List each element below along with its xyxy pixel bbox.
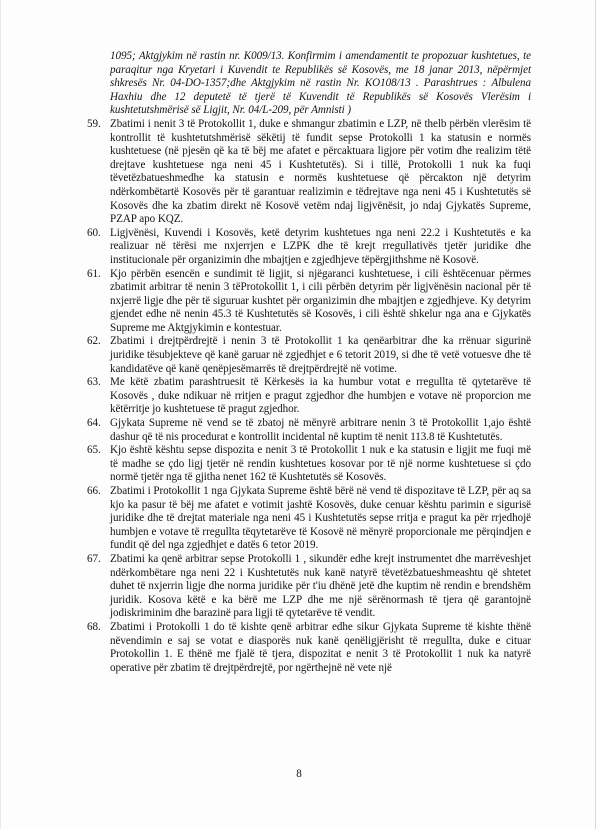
- paragraph-number: 60.: [87, 226, 101, 239]
- paragraph-text: Zbatimi i nenit 3 të Protokollit 1, duke e shmangur zbatimin e LZP, në thelb përbën vlerësim të kontrollit të kushtetutshmërisë sëkëtij të fundit sepse Protokolli 1 ka statusin e normës kushtetuese (në pjesën që ka të bëj me afatet e përcaktuara ligjore për votim dhe realizim tëtë drejtave kushtetuese nga neni 45 i Kushtetutës). Si i tillë, Protokolli 1 nuk ka fuqi tëvetëzbatueshmedhe ka statusin e normës kushtetuese që përcakton një detyrim ndërkombëtartë Kosovës për të garantuar realizimin e tëdrejtave nga neni 45 i Kushtetutës së Kosovës dhe ka zbatim direkt në Kosovë vetëm ndaj ligjvënësit, jo ndaj Gjykatës Supreme, PZAP apo KQZ.: [110, 117, 531, 226]
- paragraph-number: 63.: [87, 376, 101, 389]
- paragraph-number: 61.: [87, 267, 101, 280]
- numbered-paragraph: [87, 417, 531, 444]
- numbered-paragraph: [87, 227, 531, 268]
- numbered-paragraph: [87, 444, 531, 485]
- paragraph-text: Zbatimi ka qenë arbitrar sepse Protokolli 1 , sikundër edhe krejt instrumentet dhe marrëveshjet ndërkombëtare nga neni 22 i Kushtetutës nuk kanë natyrë tëvetëzbatueshmeashtu që shtetet duhet të nxjerrin ligje dhe norma juridike për t'iu dhënë jetë dhe kuptim në rendin e brendshëm juridik. Kosova këtë e ka bërë me LZP dhe me një sërënormash të tjera që garantojnë jodiskriminim dhe barazinë para ligji të qytetarëve të vendit.: [110, 552, 531, 620]
- paragraph-number: 66.: [87, 485, 101, 497]
- paragraph-text: Zbatimi i drejtpërdrejtë i nenin 3 të Protokollit 1 ka qenëarbitrar dhe ka rrënuar sigurinë juridike tësubjekteve që kanë garuar në zgjedhjet e 6 tetorit 2019, si dhe të vetë votuesve dhe të kandidatëve që kanë qenëpjesëmarrës të drejtpërdrejtë në votime.: [110, 335, 531, 375]
- numbered-paragraph: [87, 553, 531, 621]
- paragraph-number: 62.: [87, 335, 101, 348]
- paragraph-text: Ligjvënësi, Kuvendi i Kosovës, ketë detyrim kushtetues nga neni 22.2 i Kushtetutës e ka realizuar në tërësi me nxjerrjen e LZPK dhe të krejt rregullativës tjetër juridike dhe institucionale për organizimin dhe mbajtjen e zgjedhjeve tëpërgjithshme në Kosovë.: [110, 226, 531, 266]
- paragraph-text: Kjo është kështu sepse dispozita e nenit 3 të Protokollit 1 nuk e ka statusin e ligjit me fuqi më të madhe se çdo ligj tjetër në rendin kushtetues kosovar por të një norme kushtetuese si çdo normë tjetër nga të gjitha nenet 162 të Kushtetutës së Kosovës.: [110, 444, 531, 484]
- paragraph-number: 59.: [87, 117, 101, 130]
- paragraph-list: [87, 118, 531, 675]
- numbered-paragraph: [87, 376, 531, 417]
- paragraph-text: Kjo përbën esencën e sundimit të ligjit, si njëgaranci kushtetuese, i cili ështëcenuar përmes zbatimit arbitrar të nenin 3 tëProtokollit 1, i cili përbën detyrim për ligjvënësin nacional për të nxjerrë ligje dhe për të siguruar kushtet për organizimin dhe mbajtjen e zgjedhjeve. Ky detyrim gjendet edhe në nenin 45.3 të Kushtetutës së Kosovës, i cili është shkelur nga ana e Gjykatës Supreme me Aktgjykimin e kontestuar.: [110, 267, 531, 334]
- numbered-paragraph: [87, 118, 531, 227]
- numbered-paragraph: [87, 268, 531, 336]
- paragraph-text: Zbatimi i Protokolli 1 do të kishte qenë arbitrar edhe sikur Gjykata Supreme të kishte thënë nëvendimin e saj se votat e diasporës nuk kanë qenëligjërisht të rregullta, duke e cituar Protokollin 1. E thënë me fjalë të tjera, dispozitat e nenit 3 të Protokollit 1 nuk ka natyrë operative për zbatim të drejtpërdrejtë, por ngërthejnë në vete një: [110, 620, 531, 674]
- paragraph-text: Zbatimi i Protokollit 1 nga Gjykata Supreme është bërë në vend të dispozitave të LZP, për aq sa kjo ka pasur të bëj me afatet e votimit jashtë Kosovës, duke cenuar kështu parimin e sigurisë juridike dhe të drejtat materiale nga neni 45 i Kushtetutës sepse rritja e pragut ka për rrjedhojë humbjen e votave të rregullta tëqytetarëve të Kosovë në mënyrë proporcionale me përqindjen e fundit që del nga zgjedhjet e datës 6 tetor 2019.: [110, 485, 531, 552]
- paragraph-number: 64.: [87, 417, 101, 430]
- numbered-paragraph: [87, 335, 531, 376]
- paragraph-number: 67.: [87, 552, 101, 565]
- paragraph-text: Me këtë zbatim parashtruesit të Kërkesës ia ka humbur votat e rregullta të qytetarëve të Kosovës , duke ndikuar në rritjen e pragut zgjedhor dhe humbjen e votave në proporcion me këtërritje jo kushtetuese të pragut zgjedhor.: [110, 376, 531, 416]
- numbered-paragraph: [87, 485, 531, 553]
- paragraph-text: Gjykata Supreme në vend se të zbatoj në mënyrë arbitrare nenin 3 të Protokollit 1,ajo është dashur që të nis procedurat e kontrollit incidental në kuptim të nenit 113.8 të Kushtetutës.: [110, 417, 531, 443]
- page-body: [87, 50, 531, 675]
- footnote-continuation: 1095; Aktgjykim në rastin nr. K009/13. Konfirmim i amendamentit te propozuar kushtetues, te paraqitur nga Kryetari i Kuvendit te Republikës së Kosovës, me 18 janar 2013, nëpërmjet shkresës Nr. 04-DO-1357;dhe Aktgjykim në rastin Nr. KO108/13 . Parashtrues : Albulena Haxhiu dhe 12 deputetë të tjerë të Kuvendit të Republikës së Kosovës Vlerësim i kushtetutshmërisë së Ligjit, Nr. 04/L-209, për Amnisti ): [110, 50, 531, 117]
- paragraph-number: 65.: [87, 444, 101, 457]
- numbered-paragraph: [87, 621, 531, 675]
- paragraph-number: 68.: [87, 620, 101, 633]
- page-number: 8: [296, 768, 302, 780]
